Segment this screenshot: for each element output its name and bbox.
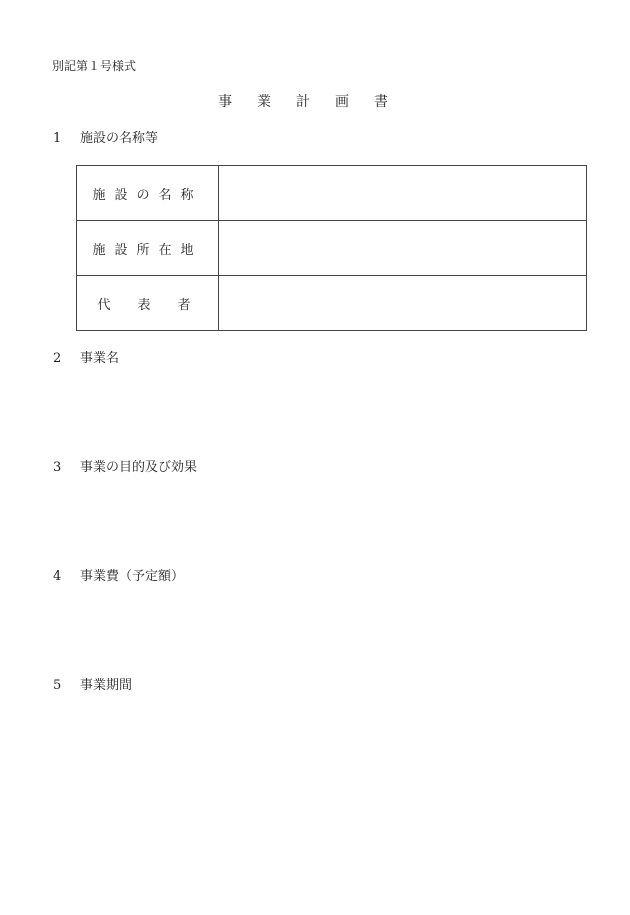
facility-address-label-cell bbox=[77, 221, 219, 276]
section-title: 事業費（予定額） bbox=[80, 569, 185, 584]
representative-label-cell bbox=[77, 276, 219, 331]
section-number: 3 bbox=[53, 460, 62, 475]
section-title: 事業名 bbox=[80, 351, 120, 366]
document-title: 事業計画書 bbox=[218, 94, 413, 110]
table-row-facility-address bbox=[77, 221, 587, 276]
section-project-period bbox=[53, 677, 132, 694]
section-facility-info bbox=[53, 130, 158, 147]
representative-label: 代表者 bbox=[97, 297, 218, 313]
section-title: 事業の目的及び効果 bbox=[80, 460, 198, 475]
section-purpose-effect bbox=[53, 459, 197, 476]
section-title: 事業期間 bbox=[80, 678, 133, 693]
representative-field[interactable] bbox=[219, 276, 587, 331]
section-project-cost bbox=[53, 568, 184, 585]
table-row-facility-name bbox=[77, 166, 587, 221]
table-row-representative bbox=[77, 276, 587, 331]
section-number: 2 bbox=[53, 351, 62, 366]
facility-name-field[interactable] bbox=[219, 166, 587, 221]
facility-address-field[interactable] bbox=[219, 221, 587, 276]
section-number: 4 bbox=[53, 569, 62, 584]
facility-info-table bbox=[76, 165, 587, 331]
facility-address-label: 施設所在地 bbox=[92, 242, 203, 258]
facility-name-label: 施設の名称 bbox=[92, 187, 203, 203]
section-number: 5 bbox=[53, 678, 62, 693]
section-number: 1 bbox=[53, 131, 62, 146]
section-title: 施設の名称等 bbox=[80, 131, 159, 146]
form-number: 別記第１号様式 bbox=[52, 59, 137, 73]
facility-name-label-cell bbox=[77, 166, 219, 221]
section-project-name bbox=[53, 350, 119, 367]
